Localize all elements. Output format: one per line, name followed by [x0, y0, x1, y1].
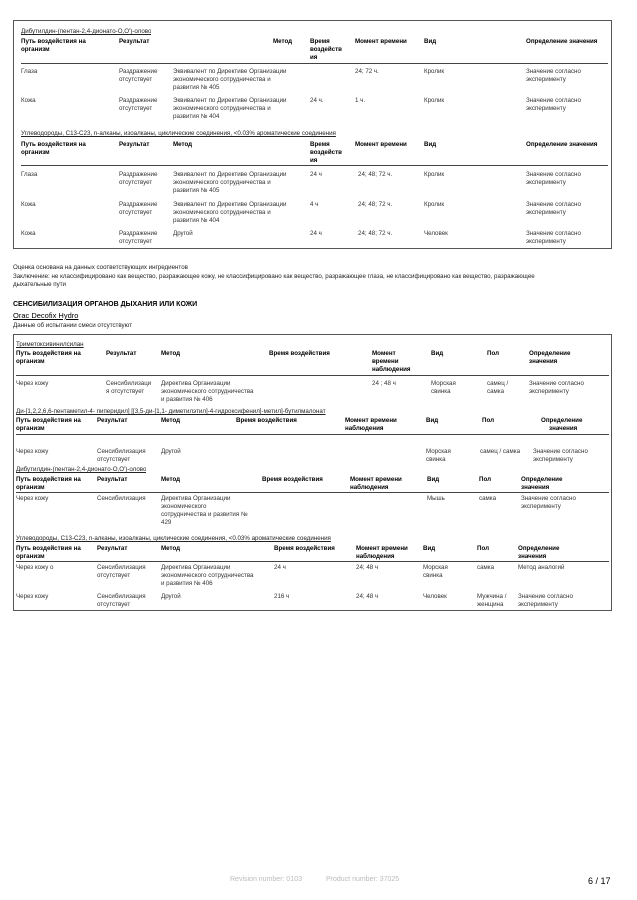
col-header-method: Метод [161, 476, 181, 483]
table-cell: Морская [426, 448, 451, 455]
table-cell: Раздражение [119, 171, 158, 178]
substance-title: Углеводороды, C13-C23, n-алканы, изоалканы, циклические соединения, <0.03% ароматические соединения [16, 535, 331, 542]
col-header-species: Вид [426, 417, 439, 424]
table-cell: Раздражение [119, 68, 158, 75]
table-cell: Кожа [21, 230, 36, 237]
col-header-exposure: Время воздействия [269, 350, 330, 357]
table-cell: экономического сотрудничества и [173, 209, 271, 216]
substance-title: Триметоксивинилсилан [16, 341, 84, 348]
table-cell: экономического сотрудничества и [173, 105, 271, 112]
col-header-route: организм [21, 149, 50, 156]
table-rule [21, 165, 608, 166]
table-cell: экономического сотрудничества [161, 388, 254, 395]
table-cell: 24 ч. [310, 97, 324, 104]
table-rule [21, 63, 608, 64]
col-header-result: Результат [119, 38, 150, 45]
table-cell: 24 ч [310, 171, 322, 178]
table-cell: Раздражение [119, 97, 158, 104]
table-cell: Кожа [21, 97, 36, 104]
no-mixture-data-note: Данные об испытании смеси отсутствуют [13, 322, 132, 329]
col-header-route: организм [16, 553, 45, 560]
col-header-route: Путь воздействия на [21, 141, 86, 148]
col-header-exposure: Время [310, 141, 330, 148]
table-cell: Сенсибилизация [97, 495, 146, 502]
table-cell: 24 ; 48 ч [372, 380, 396, 387]
table-cell: 24; 48 ч [356, 593, 379, 600]
col-header-timepoint: Момент [372, 350, 396, 357]
table-cell: свинка [431, 388, 451, 395]
table-cell: самка [477, 564, 495, 571]
table-cell: 216 ч [274, 593, 290, 600]
col-header-method: Метод [161, 545, 181, 552]
col-header-determination: Определение [518, 545, 560, 552]
col-header-exposure: Время воздействия [236, 417, 297, 424]
product-number: Product number: 37025 [326, 876, 400, 883]
table-cell: развития № 405 [173, 187, 220, 194]
col-header-species: Вид [424, 38, 437, 45]
substance-title: Дибутилдин-(пентан-2,4-дионато-O,O')-олово [21, 28, 152, 35]
col-header-route: организм [16, 425, 45, 432]
table-cell: и развития № 406 [161, 580, 213, 587]
table-cell: Кролик [424, 97, 445, 104]
table-cell: отсутствует [97, 456, 131, 463]
col-header-route: Путь воздействия на [16, 476, 81, 483]
table-rule [16, 561, 609, 562]
table-cell: Сенсибилизация [97, 593, 146, 600]
table-cell: Через кожу [16, 495, 49, 502]
col-header-determination: Определение значения [526, 38, 598, 45]
table-cell: Метод аналогий [518, 564, 565, 571]
sensitization-tables-box [13, 334, 612, 611]
table-cell: отсутствует [119, 105, 153, 112]
table-cell: экономического сотрудничества и [173, 76, 271, 83]
col-header-result: Результат [97, 417, 128, 424]
col-header-determination: значения [518, 553, 547, 560]
table-cell: эксперименту [533, 456, 573, 463]
assessment-conclusion: Заключение: не классифицировано как вещество, разражающее кожу, не классифицировано как вещество, разражающее глаза, не классифицировано как вещество, разражающее [13, 273, 535, 280]
col-header-route: Путь воздействия на [16, 350, 81, 357]
col-header-result: Результат [119, 141, 150, 148]
col-header-timepoint: времени [372, 358, 399, 365]
table-cell: Директива Организации [161, 564, 231, 571]
substance-title: Дибутилдин-(пентан-2,4-дионато-O,O')-олово [16, 466, 147, 473]
col-header-timepoint: наблюдения [372, 366, 411, 373]
table-cell: отсутствует [119, 179, 153, 186]
table-cell: Значение согласно [526, 171, 581, 178]
col-header-determination: значения [521, 484, 550, 491]
col-header-timepoint: Момент времени [356, 545, 408, 552]
table-cell: Глаза [21, 68, 38, 75]
col-header-method: Метод [273, 38, 293, 45]
col-header-timepoint: наблюдения [356, 553, 395, 560]
table-cell: эксперименту [526, 238, 566, 245]
col-header-method: Метод [173, 141, 193, 148]
col-header-route: Путь воздействия на [16, 545, 81, 552]
table-rule [16, 434, 609, 435]
table-cell: Кролик [424, 68, 445, 75]
col-header-result: Результат [97, 545, 128, 552]
table-cell: 1 ч. [355, 97, 366, 104]
table-cell: 4 ч [310, 201, 319, 208]
col-header-timepoint: наблюдения [345, 425, 384, 432]
substance-title: Ди-[1,2,2,6,6-пентаметил-4- пиперидил] [[3,5-ди-[1,1- диметилэтил]-4-гидроксифенил]-метил]-бутилмалонат [16, 408, 326, 415]
table-cell: 24; 48 ч [356, 564, 379, 571]
table-cell: свинка [426, 456, 446, 463]
table-cell: 24; 48; 72 ч. [358, 201, 393, 208]
table-cell: Эквивалент по Директиве Организации [173, 68, 287, 75]
table-cell: развития № 404 [173, 217, 220, 224]
table-cell: Значение согласно [529, 380, 584, 387]
table-cell: и развития № 406 [161, 396, 213, 403]
col-header-exposure: воздейств [310, 149, 342, 156]
table-cell: 24; 48; 72 ч. [358, 171, 393, 178]
table-cell: 24 ч [274, 564, 286, 571]
table-cell: Сенсибилизация [97, 448, 146, 455]
table-cell: Через кожу [16, 380, 49, 387]
table-cell: Морская [423, 564, 448, 571]
table-cell: Значение согласно [521, 495, 576, 502]
table-cell: Через кожу [16, 593, 49, 600]
table-cell: эксперименту [518, 601, 558, 608]
col-header-determination: значения [549, 425, 578, 432]
col-header-timepoint: Момент времени [355, 38, 407, 45]
col-header-exposure: ия [310, 157, 318, 164]
table-cell: Мышь [427, 495, 445, 502]
table-cell: отсутствует [119, 238, 153, 245]
table-cell: эксперименту [526, 76, 566, 83]
col-header-species: Вид [423, 545, 436, 552]
table-cell: 24; 72 ч. [355, 68, 379, 75]
table-cell: Через кожу [16, 448, 49, 455]
table-cell: Другой [161, 448, 181, 455]
table-cell: самец / [487, 380, 509, 387]
table-cell: эксперименту [526, 179, 566, 186]
col-header-exposure: воздейств [310, 46, 342, 53]
table-cell: самка [487, 388, 505, 395]
col-header-timepoint: Момент времени [350, 476, 402, 483]
col-header-determination: Определение [529, 350, 571, 357]
table-cell: отсутствует [97, 601, 131, 608]
col-header-route: организм [16, 358, 45, 365]
section-title: СЕНСИБИЛИЗАЦИЯ ОРГАНОВ ДЫХАНИЯ ИЛИ КОЖИ [13, 301, 198, 308]
col-header-sex: Пол [487, 350, 500, 357]
table-cell: эксперименту [526, 209, 566, 216]
table-cell: Эквивалент по Директиве Организации [173, 97, 287, 104]
col-header-exposure: Время воздействия [262, 476, 323, 483]
table-cell: Значение согласно [533, 448, 588, 455]
col-header-method: Метод [161, 350, 181, 357]
table-cell: экономического сотрудничества [161, 572, 254, 579]
table-cell: экономического [161, 503, 207, 510]
col-header-sex: Пол [477, 545, 490, 552]
col-header-determination: Определение [521, 476, 563, 483]
col-header-species: Вид [431, 350, 444, 357]
table-cell: Сенсибилизация [97, 564, 146, 571]
col-header-route: Путь воздействия на [21, 38, 86, 45]
table-cell: Раздражение [119, 230, 158, 237]
table-cell: самец / самка [480, 448, 521, 455]
table-cell: Значение согласно [526, 97, 581, 104]
table-cell: Значение согласно [518, 593, 573, 600]
irritation-tables-box [13, 20, 612, 249]
table-cell: развития № 405 [173, 84, 220, 91]
col-header-route: организм [21, 46, 50, 53]
col-header-method: Метод [161, 417, 181, 424]
revision-number: Revision number: 0103 [230, 876, 302, 883]
col-header-exposure: Время воздействия [274, 545, 335, 552]
table-cell: Человек [424, 230, 448, 237]
assessment-conclusion-cont: дыхательные пути [13, 281, 66, 288]
col-header-route: Путь воздействия на [16, 417, 81, 424]
table-cell: экономического сотрудничества и [173, 179, 271, 186]
col-header-exposure: ия [310, 54, 318, 61]
table-cell: Человек [423, 593, 447, 600]
table-cell: Морская [431, 380, 456, 387]
table-cell: Значение согласно [526, 68, 581, 75]
col-header-timepoint: Момент времени [345, 417, 397, 424]
table-cell: Сенсибилизаци [106, 380, 152, 387]
table-cell: женщина [477, 601, 504, 608]
table-cell: Глаза [21, 171, 38, 178]
table-cell: отсутствует [119, 76, 153, 83]
col-header-timepoint: Момент времени [355, 141, 407, 148]
table-cell: 24 ч [310, 230, 322, 237]
col-header-exposure: Время [310, 38, 330, 45]
table-cell: Раздражение [119, 201, 158, 208]
table-cell: эксперименту [529, 388, 569, 395]
page-number: 6 / 17 [588, 876, 611, 886]
col-header-timepoint: наблюдения [350, 484, 389, 491]
col-header-route: организм [16, 484, 45, 491]
col-header-determination: значения [529, 358, 558, 365]
table-rule [16, 492, 609, 493]
table-cell: эксперименту [521, 503, 561, 510]
col-header-species: Вид [427, 476, 440, 483]
substance-title: Углеводороды, C13-C23, n-алканы, изоалканы, циклические соединения, <0.03% ароматические соединения [21, 130, 336, 137]
assessment-basis: Оценка основана на данных соответствующих ингредиентов [13, 264, 188, 271]
table-cell: сотрудничества и развития № [161, 511, 248, 518]
table-cell: Значение согласно [526, 230, 581, 237]
table-cell: Кожа [21, 201, 36, 208]
table-cell: Другой [173, 230, 193, 237]
col-header-determination: Определение [541, 417, 583, 424]
table-cell: я отсутствует [106, 388, 145, 395]
col-header-sex: Пол [482, 417, 495, 424]
table-cell: эксперименту [526, 105, 566, 112]
table-rule [16, 375, 609, 376]
table-cell: Мужчина / [477, 593, 507, 600]
table-cell: Кролик [424, 171, 445, 178]
product-name: Orac Decofix Hydro [13, 311, 79, 320]
table-cell: Кролик [424, 201, 445, 208]
table-cell: Директива Организации [161, 380, 231, 387]
table-cell: Эквивалент по Директиве Организации [173, 171, 287, 178]
table-cell: 24; 48; 72 ч. [358, 230, 393, 237]
col-header-result: Результат [97, 476, 128, 483]
table-cell: самка [479, 495, 497, 502]
table-cell: отсутствует [119, 209, 153, 216]
table-cell: Директива Организации [161, 495, 231, 502]
table-cell: Через кожу о [16, 564, 54, 571]
table-cell: свинка [423, 572, 443, 579]
table-cell: развития № 404 [173, 113, 220, 120]
col-header-species: Вид [424, 141, 437, 148]
table-cell: Другой [161, 593, 181, 600]
table-cell: 429 [161, 519, 172, 526]
col-header-sex: Пол [479, 476, 492, 483]
table-cell: отсутствует [97, 572, 131, 579]
table-cell: Эквивалент по Директиве Организации [173, 201, 287, 208]
table-cell: Значение согласно [526, 201, 581, 208]
col-header-determination: Определение значения [526, 141, 598, 148]
col-header-result: Результат [106, 350, 137, 357]
